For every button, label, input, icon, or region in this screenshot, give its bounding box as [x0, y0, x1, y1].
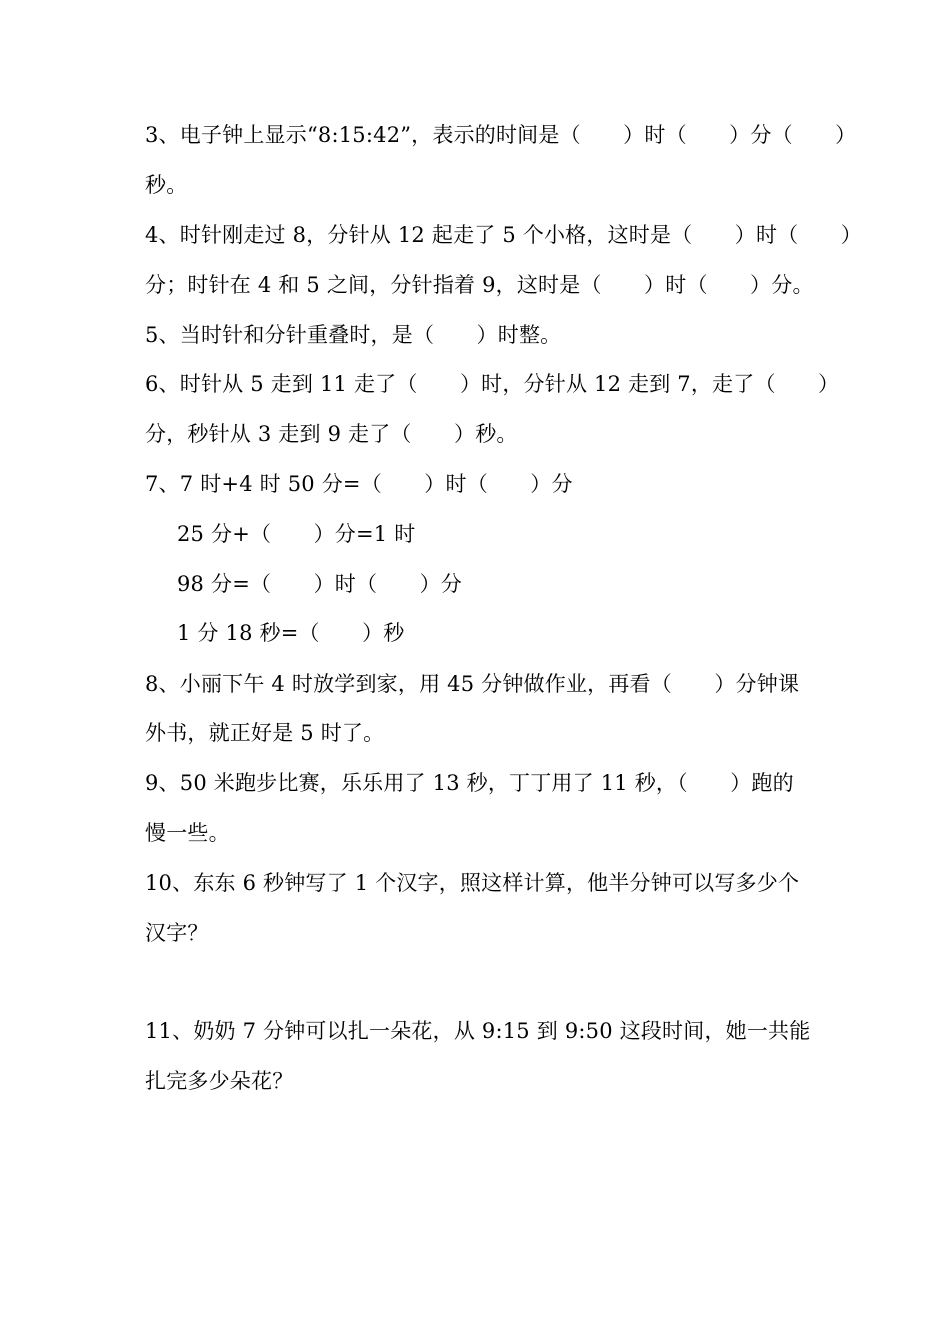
- question-6-line-2: 分，秒针从 3 走到 9 走了（ ）秒。: [145, 422, 518, 446]
- question-4-line-2: 分；时针在 4 和 5 之间，分针指着 9，这时是（ ）时（ ）分。: [145, 273, 814, 297]
- question-3-line-1: 3、电子钟上显示“8:15:42”，表示的时间是（ ）时（ ）分（ ）: [145, 123, 857, 147]
- question-10-line-2: 汉字？: [145, 921, 209, 945]
- question-6-line-1: 6、时针从 5 走到 11 走了（ ）时，分针从 12 走到 7，走了（ ）: [145, 372, 840, 396]
- question-5-line-1: 5、当时针和分针重叠时，是（ ）时整。: [145, 323, 562, 347]
- question-8-line-1: 8、小丽下午 4 时放学到家，用 45 分钟做作业，再看（ ）分钟课: [145, 672, 800, 696]
- question-7-sub-3: 1 分 18 秒=（ ）秒: [177, 621, 405, 645]
- question-11-line-1: 11、奶奶 7 分钟可以扎一朵花，从 9:15 到 9:50 这段时间，她一共能: [145, 1019, 811, 1043]
- question-9-line-2: 慢一些。: [145, 821, 230, 845]
- question-3-line-2: 秒。: [145, 173, 188, 197]
- question-9-line-1: 9、50 米跑步比赛，乐乐用了 13 秒，丁丁用了 11 秒，（ ）跑的: [145, 771, 794, 795]
- question-4-line-1: 4、时针刚走过 8，分针从 12 起走了 5 个小格，这时是（ ）时（ ）: [145, 223, 862, 247]
- question-7-line-1: 7、7 时+4 时 50 分=（ ）时（ ）分: [145, 472, 573, 496]
- question-7-sub-1: 25 分+（ ）分=1 时: [177, 522, 416, 546]
- question-11-line-2: 扎完多少朵花？: [145, 1069, 294, 1093]
- question-8-line-2: 外书，就正好是 5 时了。: [145, 721, 385, 745]
- question-7-sub-2: 98 分=（ ）时（ ）分: [177, 572, 462, 596]
- question-10-line-1: 10、东东 6 秒钟写了 1 个汉字，照这样计算，他半分钟可以写多少个: [145, 871, 800, 895]
